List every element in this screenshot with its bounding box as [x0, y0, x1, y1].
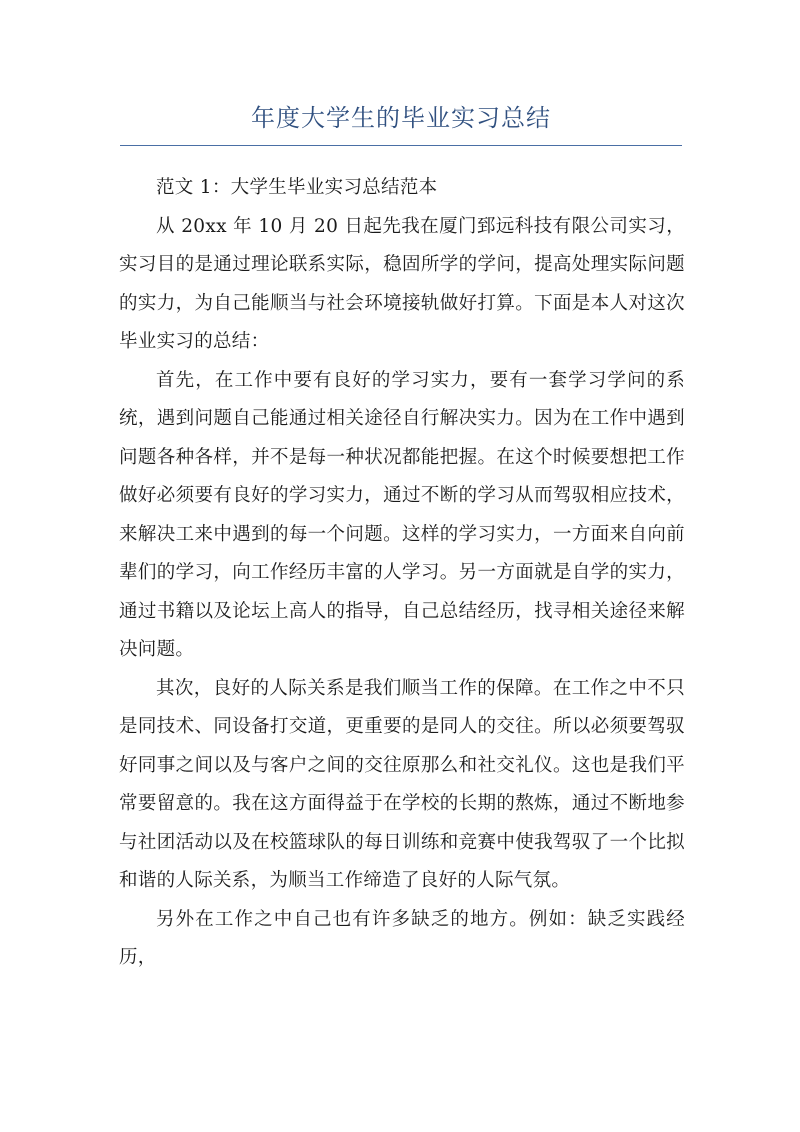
paragraph: 另外在工作之中自己也有许多缺乏的地方。例如：缺乏实践经历，	[119, 908, 685, 968]
paragraph: 首先，在工作中要有良好的学习实力，要有一套学习学问的系统，遇到问题自己能通过相关途径自行解决实力。因为在工作中遇到问题各种各样，并不是每一种状况都能把握。在这个时候要想把工作做好必须要有良好的学习实力，通过不断的学习从而驾驭相应技术，来解决工来中遇到的每一个问题。这样的学习实力，一方面来自向前辈们的学习，向工作经历丰富的人学习。另一方面就是自学的实力，通过书籍以及论坛上高人的指导，自己总结经历，找寻相关途径来解决问题。	[119, 369, 685, 660]
document-title: 年度大学生的毕业实习总结	[251, 104, 551, 132]
title-underline	[120, 145, 682, 146]
paragraph: 从 20xx 年 10 月 20 日起先我在厦门郅远科技有限公司实习，实习目的是通过理论联系实际，稳固所学的学问，提高处理实际问题的实力，为自己能顺当与社会环境接轨做好打算。下面是本人对这次毕业实习的总结：	[119, 215, 685, 352]
paragraph-heading: 范文 1：大学生毕业实习总结范本	[156, 177, 438, 198]
paragraph: 其次，良好的人际关系是我们顺当工作的保障。在工作之中不只是同技术、同设备打交道，更重要的是同人的交往。所以必须要驾驭好同事之间以及与客户之间的交往原那么和社交礼仪。这也是我们平常要留意的。我在这方面得益于在学校的长期的熬炼，通过不断地参与社团活动以及在校篮球队的每日训练和竞赛中使我驾驭了一个比拟和谐的人际关系，为顺当工作缔造了良好的人际气氛。	[119, 677, 685, 891]
document-body	[119, 169, 685, 978]
